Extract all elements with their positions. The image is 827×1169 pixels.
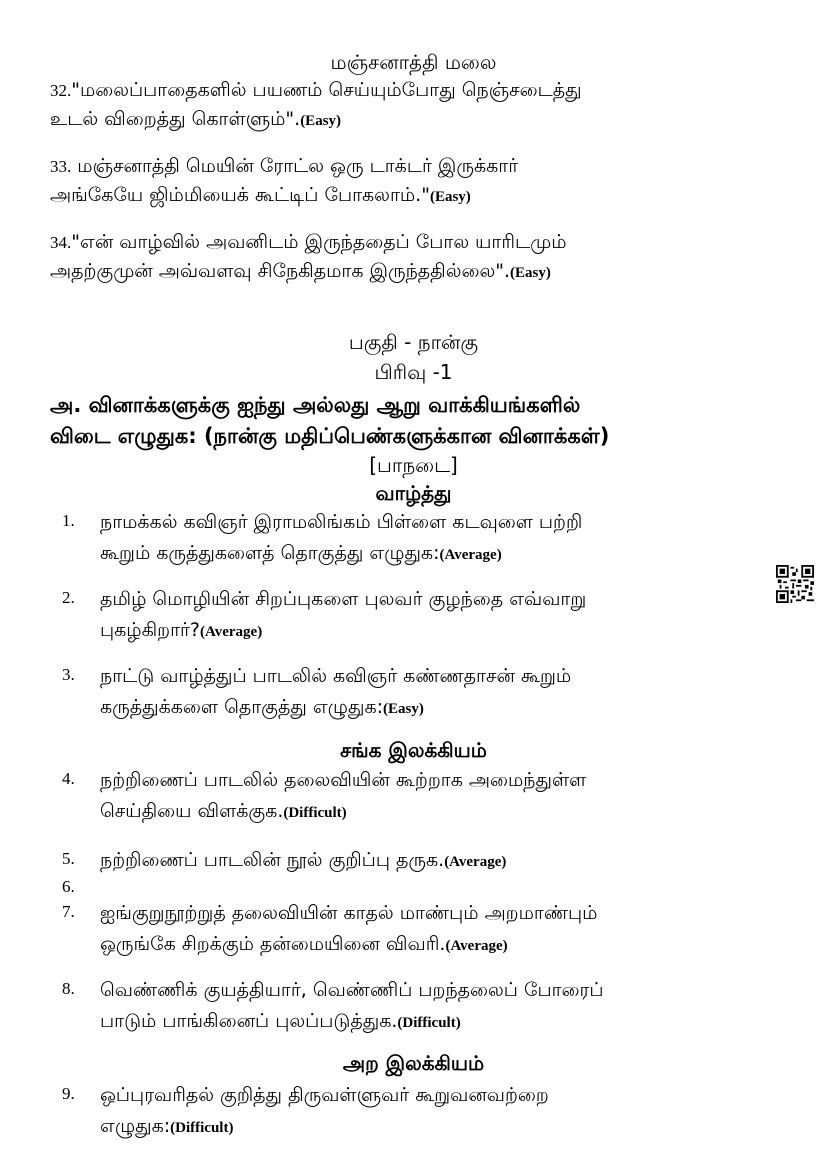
question-text: தமிழ் மொழியின் சிறப்புகளை புலவர் குழந்தை எவ்வாறு புகழ்கிறார்?(Average) [100,588,587,641]
difficulty-label: (Average) [439,547,502,563]
question-text: நாட்டு வாழ்த்துப் பாடலில் கவிஞர் கண்ணதாசன் கூறும் கருத்துக்களை தொகுத்து எழுதுக:(Easy) [100,665,572,718]
question-number: 32. [50,81,72,100]
difficulty-label: (Easy) [300,113,342,129]
question-text-line2: உடல் விறைத்து கொள்ளும்". [50,108,301,130]
question-text-line2: அதற்குமுன் அவ்வளவு சிநேகிதமாக இருந்ததில்லை". [50,260,511,282]
question-34 [50,228,567,287]
question-text: ஐங்குறுநூற்றுத் தலைவியின் காதல் மாண்பும் அறமாண்பும் ஒருங்கே சிறக்கும் தன்மையினை விவரி.(Average) [100,902,598,955]
question-number: 1. [62,511,75,530]
difficulty-label: (Average) [444,854,507,870]
question-number: 8. [62,979,75,998]
difficulty-label: (Difficult) [397,1015,461,1031]
question-text: நற்றிணைப் பாடலில் தலைவியின் கூற்றாக அமைந்துள்ள செய்தியை விளக்குக.(Difficult) [100,769,587,822]
question-32 [50,76,582,135]
question-text-line1: "மலைப்பாதைகளில் பயணம் செய்யும்போது நெஞ்சடைத்து [71,79,582,101]
question-number: 34. [50,233,72,252]
question-number: 9. [62,1084,75,1103]
difficulty-label: (Difficult) [170,1120,234,1136]
difficulty-label: (Average) [200,624,263,640]
question-text-line1: "என் வாழ்வில் அவனிடம் இருந்ததைப் போல யாரிடமும் [71,231,567,253]
section-heading-ara: அற இலக்கியம் [342,1051,485,1075]
section-heading-manjanathi: மஞ்சனாத்தி மலை [330,50,497,74]
question-number: 3. [62,665,75,684]
question-number: 4. [62,769,75,788]
question-text-line1: மஞ்சனாத்தி மெயின் ரோட்ல ஒரு டாக்டர் இருக்கார் [77,155,519,177]
section-heading-vazhthu: வாழ்த்து [375,481,452,505]
qr-code-icon [776,565,814,603]
question-text: நற்றிணைப் பாடலின் நூல் குறிப்பு தருக.(Average) [100,849,507,871]
question-number: 5. [62,849,75,868]
question-text: வெண்ணிக் குயத்தியார், வெண்ணிப் பறந்தலைப் போரைப் பாடும் பாங்கினைப் புலப்படுத்துக.(Difficult) [100,979,604,1032]
difficulty-label: (Average) [445,938,508,954]
instruction-line1: அ. வினாக்களுக்கு ஐந்து அல்லது ஆறு வாக்கியங்களில் [50,393,581,417]
instruction-line2: விடை எழுதுக: (நான்கு மதிப்பெண்களுக்கான வினாக்கள்) [50,424,610,448]
question-text: நாமக்கல் கவிஞர் இராமலிங்கம் பிள்ளை கடவுளை பற்றி கூறும் கருத்துகளைத் தொகுத்து எழுதுக:(Average) [100,511,583,564]
question-text: ஒப்புரவரிதல் குறித்து திருவள்ளுவர் கூறுவனவற்றை எழுதுக:(Difficult) [100,1084,549,1137]
question-33 [50,152,518,211]
difficulty-label: (Easy) [383,701,424,717]
instruction [50,390,609,452]
division-heading: பிரிவு -1 [374,360,453,384]
difficulty-label: (Difficult) [283,805,347,821]
question-text-line2: அங்கேயே ஜிம்மியைக் கூட்டிப் போகலாம்." [50,184,430,206]
part-heading: பகுதி - நான்கு [348,330,479,354]
section-heading-sangam: சங்க இலக்கியம் [340,738,487,762]
prose-heading: [பாநடை] [369,453,458,477]
question-number: 2. [62,588,75,607]
question-number: 7. [62,902,75,921]
difficulty-label: (Easy) [510,265,551,281]
question-number: 6. [62,877,75,896]
question-number: 33. [50,157,72,176]
difficulty-label: (Easy) [429,189,471,205]
